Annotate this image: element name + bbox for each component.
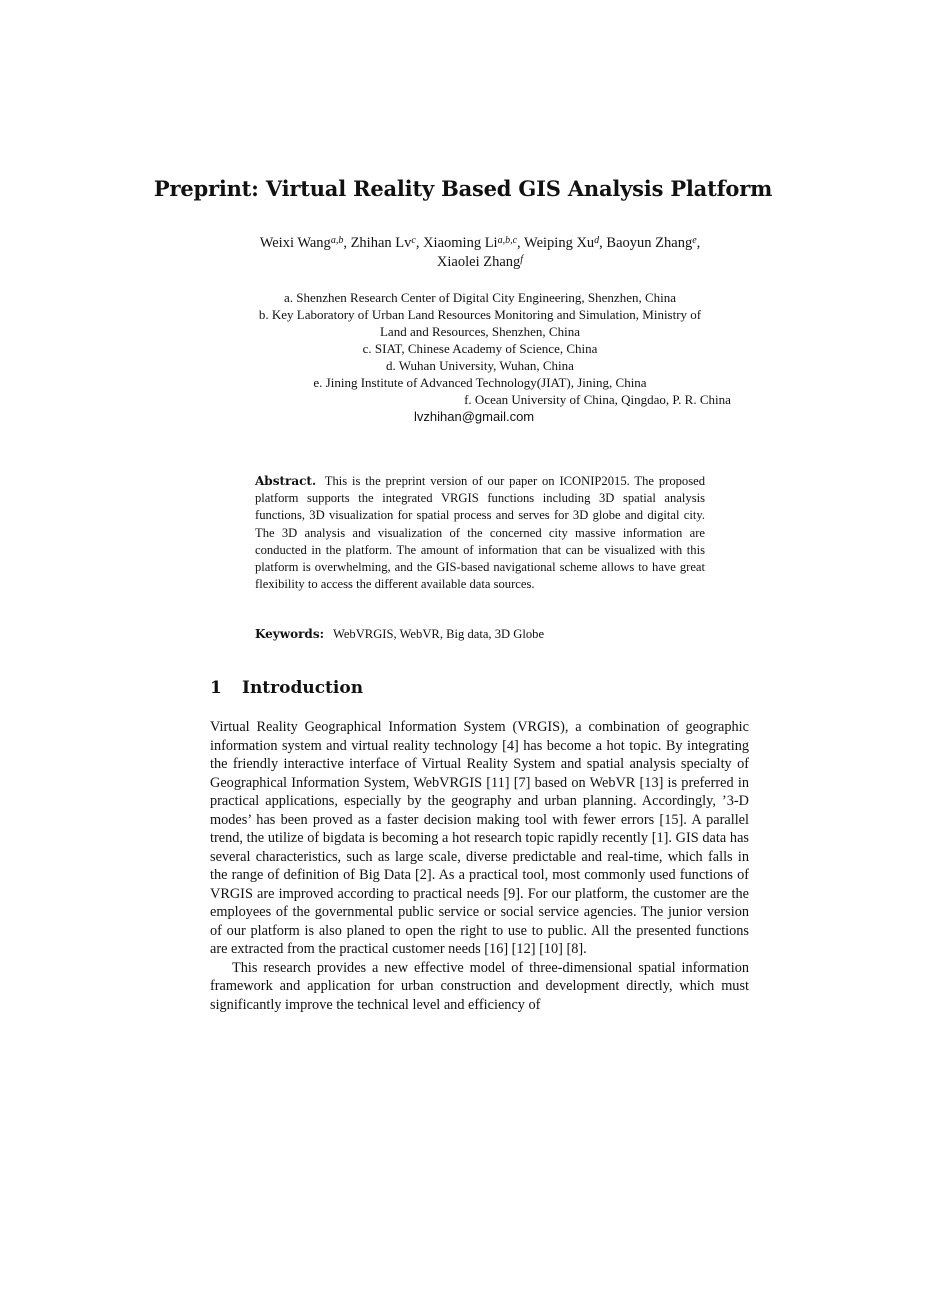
affiliation-d: d. Wuhan University, Wuhan, China — [386, 358, 574, 373]
affiliation-a: a. Shenzhen Research Center of Digital City Engineering, Shenzhen, China — [283, 290, 677, 305]
author-list: Weixi Wang$^{a,b}$, Zhihan Lv$^c$, Xiaoming Li$^{a,b,c}$, Weiping Xu$^d$, Baoyun Zhang$^e$, Xiaolei Zhang$^f$ — [259, 235, 701, 270]
author-affiliation-mark: a,b,c — [497, 235, 518, 246]
author-name: Zhihan Lv — [350, 235, 412, 251]
abstract-text: This is the preprint version of our paper on ICONIP2015. The proposed platform supports the integrated VRGIS functions including 3D spatial analysis functions, 3D visualization for spatial process and serves for 3D globe and digital city. The 3D analysis and visualization of the concerned city massive information are conducted in the platform. The amount of information that can be visualized with this platform is overwhelming, and the GIS-based navigational scheme allows to have great flexibility to access the different available data sources. — [255, 474, 705, 592]
affiliation-e: e. Jining Institute of Advanced Technology(JIAT), Jining, China — [313, 375, 647, 390]
body-text — [210, 718, 749, 1014]
affiliation-f: f. Ocean University of China, Qingdao, P. R. China — [464, 392, 731, 407]
author-affiliation-mark: f — [520, 254, 524, 265]
affiliation-list — [200, 289, 760, 408]
affiliation-b-cont: Land and Resources, Shenzhen, China — [379, 324, 580, 339]
section-heading — [210, 677, 363, 699]
author-affiliation-mark: a,b — [330, 235, 344, 246]
affiliation-b: b. Key Laboratory of Urban Land Resources Monitoring and Simulation, Ministry of — [258, 307, 702, 322]
author-name: Baoyun Zhang — [606, 235, 693, 251]
author-name: Weiping Xu — [524, 235, 595, 251]
author-name: Weixi Wang — [259, 235, 331, 251]
author-affiliation-mark: c — [411, 235, 416, 246]
author-affiliation-mark: d — [594, 235, 600, 246]
paragraph: This research provides a new effective model of three-dimensional spatial information framework and application for urban construction and development directly, which must significantly improve the technical level and efficiency of — [210, 959, 749, 1013]
section-number: 1 — [210, 678, 222, 698]
section-title: Introduction — [242, 678, 364, 698]
paper-title: Preprint: Virtual Reality Based GIS Analysis Platform — [153, 176, 773, 201]
abstract-label: Abstract. — [255, 474, 317, 488]
keywords-label: Keywords: — [255, 627, 325, 641]
keywords-block — [255, 626, 705, 643]
abstract-block — [255, 473, 705, 593]
author-name: Xiaoming Li — [423, 235, 498, 251]
author-name: Xiaolei Zhang — [436, 254, 521, 270]
paragraph: Virtual Reality Geographical Information System (VRGIS), a combination of geographic information system and virtual reality technology [4] has become a hot topic. By integrating the friendly interactive interface of Virtual Reality System and spatial analysis specialty of Geographical Information System, WebVRGIS [11] [7] based on WebVR [13] is preferred in practical applications, especially by the geography and urban planning. Accordingly, ’3-D modes’ has been proved as a faster decision making tool with fewer errors [15]. A parallel trend, the utilize of bigdata is becoming a hot research topic rapidly recently [1]. GIS data has several characteristics, such as large scale, diverse predictable and real-time, which falls in the range of definition of Big Data [2]. As a practical tool, most commonly used functions of VRGIS are improved according to practical needs [9]. For our platform, the customer are the employees of the governmental public service or social service agencies. The junior version of our platform is also planed to open the right to use to public. All the presented functions are extracted from the practical customer needs [16] [12] [10] [8]. — [210, 719, 749, 957]
author-affiliation-mark: e — [692, 235, 697, 246]
contact-email: lvzhihan@gmail.com — [414, 409, 535, 424]
keywords-text: WebVRGIS, WebVR, Big data, 3D Globe — [332, 627, 545, 641]
affiliation-c: c. SIAT, Chinese Academy of Science, China — [362, 341, 598, 356]
